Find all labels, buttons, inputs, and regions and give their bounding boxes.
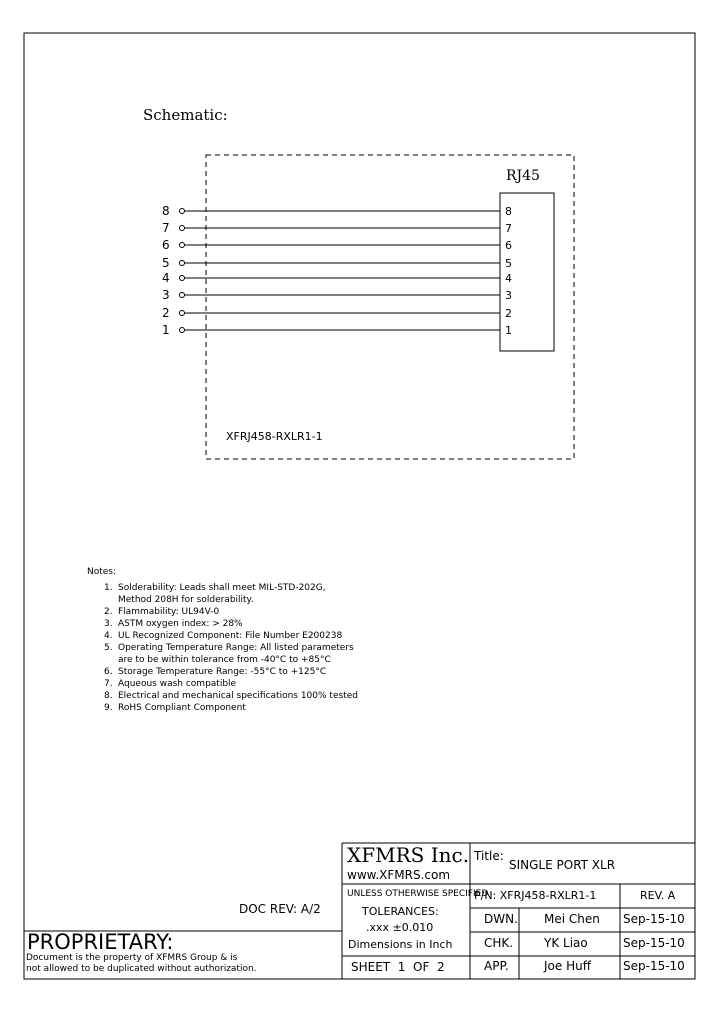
right-pin-label: 7 — [505, 222, 512, 235]
note-text: RoHS Compliant Component — [118, 703, 246, 713]
company-website: www.XFMRS.com — [347, 868, 451, 882]
notes-list — [104, 582, 358, 714]
left-pin-label: 2 — [162, 306, 170, 320]
note-line — [104, 594, 358, 606]
approval-date: Sep-15-10 — [623, 959, 685, 973]
pin-terminal-1 — [180, 328, 185, 333]
note-line — [104, 618, 358, 630]
pin-terminal-7 — [180, 226, 185, 231]
pin-terminal-8 — [180, 209, 185, 214]
right-pin-label: 1 — [505, 324, 512, 337]
doc-rev: DOC REV: A/2 — [239, 902, 321, 916]
note-line — [104, 654, 358, 666]
note-number: 3. — [104, 619, 113, 629]
sheet-border — [24, 33, 695, 979]
rj45-label: RJ45 — [506, 168, 540, 184]
proprietary-line1: Document is the property of XFMRS Group & is — [26, 953, 238, 963]
left-pin-label: 3 — [162, 288, 170, 302]
left-pin-label: 8 — [162, 204, 170, 218]
approval-name: Mei Chen — [544, 912, 600, 926]
right-pin-label: 6 — [505, 239, 512, 252]
approval-date: Sep-15-10 — [623, 936, 685, 950]
pin-terminal-4 — [180, 276, 185, 281]
note-text: Storage Temperature Range: -55°C to +125°C — [118, 667, 327, 677]
tolerance-value: .xxx ±0.010 — [366, 921, 434, 934]
approval-date: Sep-15-10 — [623, 912, 685, 926]
approval-role: APP. — [484, 959, 509, 973]
note-number: 9. — [104, 703, 113, 713]
approval-role: DWN. — [484, 912, 518, 926]
note-line — [104, 702, 358, 714]
note-text: Aqueous wash compatible — [118, 679, 237, 689]
note-text: UL Recognized Component: File Number E200238 — [118, 631, 343, 641]
note-text: Flammability: UL94V-0 — [118, 607, 220, 617]
note-number: 8. — [104, 691, 113, 701]
approval-name: YK Liao — [544, 936, 588, 950]
note-line — [104, 582, 358, 594]
approval-name: Joe Huff — [544, 959, 591, 973]
note-number: 4. — [104, 631, 113, 641]
right-pin-label: 3 — [505, 289, 512, 302]
right-pin-label: 5 — [505, 257, 512, 270]
left-pin-label: 1 — [162, 323, 170, 337]
note-line — [104, 630, 358, 642]
note-line — [104, 606, 358, 618]
note-line — [104, 642, 358, 654]
left-pin-label: 4 — [162, 271, 170, 285]
notes-heading: Notes: — [87, 567, 117, 577]
note-number: 6. — [104, 667, 113, 677]
schematic-heading: Schematic: — [143, 106, 228, 124]
dimensions-unit: Dimensions in Inch — [348, 938, 453, 951]
pin-terminal-2 — [180, 311, 185, 316]
part-label: XFRJ458-RXLR1-1 — [226, 430, 323, 443]
note-number: 5. — [104, 643, 113, 653]
part-number: P/N: XFRJ458-RXLR1-1 — [474, 889, 597, 902]
note-text: Operating Temperature Range: All listed parameters — [118, 643, 354, 653]
note-line — [104, 690, 358, 702]
left-pin-label: 7 — [162, 221, 170, 235]
company-name: XFMRS Inc. — [347, 843, 470, 867]
proprietary-line2: not allowed to be duplicated without authorization. — [26, 964, 257, 974]
right-pin-label: 4 — [505, 272, 512, 285]
pin-terminal-6 — [180, 243, 185, 248]
right-pin-label: 8 — [505, 205, 512, 218]
left-pin-label: 6 — [162, 238, 170, 252]
note-line — [104, 678, 358, 690]
tolerances-label: TOLERANCES: — [362, 905, 439, 918]
note-text: are to be within tolerance from -40°C to +85°C — [118, 655, 331, 665]
proprietary-title: PROPRIETARY: — [27, 930, 174, 954]
left-pin-label: 5 — [162, 256, 170, 270]
approval-role: CHK. — [484, 936, 514, 950]
module-outline — [206, 155, 574, 459]
title-value: SINGLE PORT XLR — [509, 858, 616, 872]
title-label: Title: — [474, 849, 504, 863]
pin-terminal-5 — [180, 261, 185, 266]
note-text: Electrical and mechanical specifications 100% tested — [118, 691, 358, 701]
note-line — [104, 666, 358, 678]
note-text: Method 208H for solderability. — [118, 595, 254, 605]
note-text: ASTM oxygen index: > 28% — [118, 619, 243, 629]
pin-terminal-3 — [180, 293, 185, 298]
note-number: 7. — [104, 679, 113, 689]
wires — [180, 209, 501, 333]
sheet-number: SHEET 1 OF 2 — [351, 960, 445, 974]
revision: REV. A — [640, 889, 676, 902]
note-number: 1. — [104, 583, 113, 593]
unless-specified: UNLESS OTHERWISE SPECIFIED — [347, 889, 489, 899]
note-number: 2. — [104, 607, 113, 617]
note-text: Solderability: Leads shall meet MIL-STD-202G, — [118, 583, 326, 593]
right-pin-label: 2 — [505, 307, 512, 320]
